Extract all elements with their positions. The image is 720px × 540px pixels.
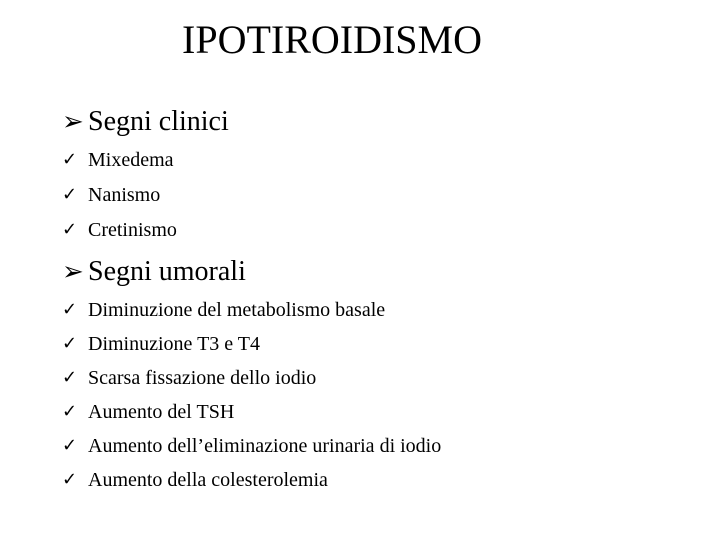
- list-item: [62, 296, 441, 324]
- checkmark-icon: ✓: [62, 184, 78, 205]
- checkmark-icon: ✓: [62, 469, 78, 490]
- checkmark-icon: ✓: [62, 367, 78, 388]
- list-item-label: Diminuzione T3 e T4: [88, 333, 261, 355]
- list-item-label: Diminuzione del metabolismo basale: [88, 299, 386, 321]
- list-item: [62, 181, 177, 209]
- checkmark-icon: ✓: [62, 149, 78, 170]
- checkmark-icon: ✓: [62, 401, 78, 422]
- checkmark-icon: ✓: [62, 333, 78, 354]
- checkmark-icon: ✓: [62, 299, 78, 320]
- arrow-bullet-icon: ➢: [62, 257, 84, 286]
- list-item: [62, 216, 177, 244]
- list-item-label: Nanismo: [88, 184, 161, 206]
- humoral-signs-list: [62, 296, 441, 494]
- list-item: [62, 146, 177, 174]
- section-heading-label: Segni umorali: [88, 256, 246, 287]
- section-heading-humoral: [62, 254, 246, 290]
- checkmark-icon: ✓: [62, 435, 78, 456]
- list-item-label: Aumento della colesterolemia: [88, 469, 328, 491]
- clinical-signs-list: [62, 146, 177, 244]
- checkmark-icon: ✓: [62, 219, 78, 240]
- section-heading-clinical: [62, 104, 229, 140]
- list-item: [62, 364, 441, 392]
- list-item-label: Cretinismo: [88, 219, 177, 241]
- list-item-label: Scarsa fissazione dello iodio: [88, 367, 317, 389]
- slide-title: IPOTIROIDISMO: [182, 17, 482, 62]
- arrow-bullet-icon: ➢: [62, 107, 84, 136]
- list-item-label: Mixedema: [88, 149, 174, 171]
- section-heading-label: Segni clinici: [88, 106, 229, 137]
- list-item: [62, 330, 441, 358]
- list-item: [62, 466, 441, 494]
- list-item-label: Aumento del TSH: [88, 401, 235, 423]
- list-item: [62, 398, 441, 426]
- list-item: [62, 432, 441, 460]
- list-item-label: Aumento dell’eliminazione urinaria di iodio: [88, 435, 442, 457]
